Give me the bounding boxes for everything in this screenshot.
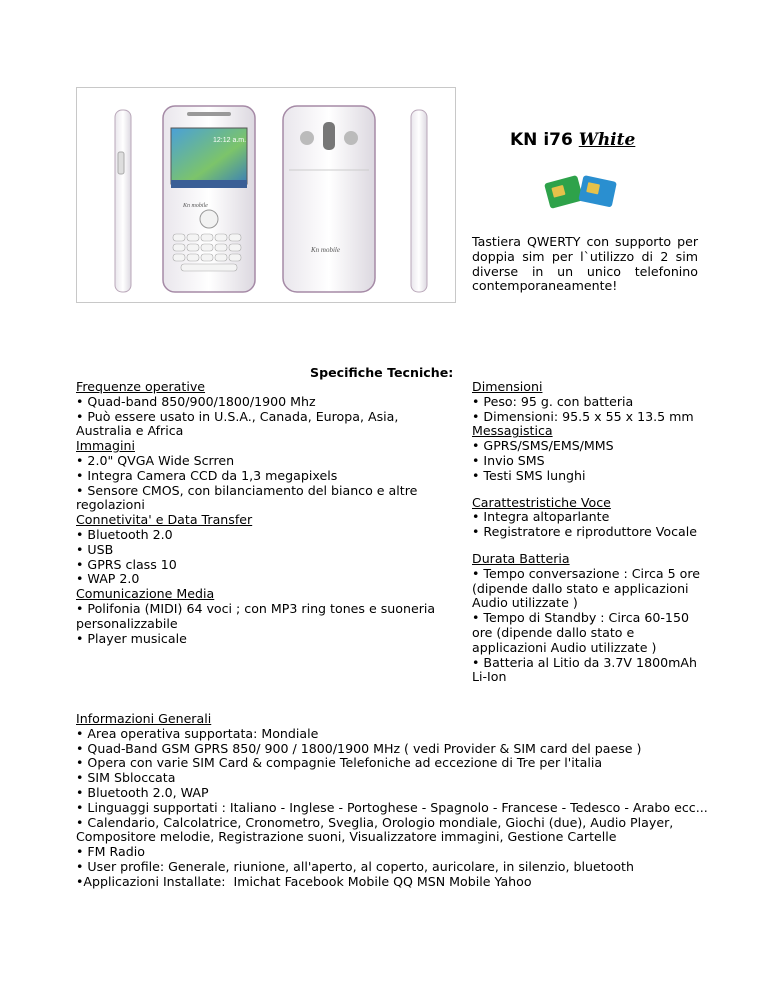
spec-item: • USB	[76, 541, 114, 557]
section-heading-voce: Carattestristiche Voce	[472, 494, 611, 510]
general-item: • Area operativa supportata: Mondiale	[76, 725, 319, 741]
spec-item: • Invio SMS	[472, 452, 545, 468]
general-item: •Applicazioni Installate: Imichat Facebook Mobile QQ MSN Mobile Yahoo	[76, 873, 532, 889]
general-item: • User profile: Generale, riunione, all'aperto, al coperto, auricolare, in silenzio, bluetooth	[76, 858, 634, 874]
phone-illustration	[77, 88, 455, 302]
spec-item: • WAP 2.0	[76, 571, 140, 587]
spec-item: • Dimensioni: 95.5 x 55 x 13.5 mm	[472, 408, 694, 424]
product-intro: Tastiera QWERTY con supporto per doppia sim per l`utilizzo di 2 sim diverse in un unico telefonino contemporaneamente!	[472, 234, 698, 294]
general-item: • Calendario, Calcolatrice, Cronometro, Sveglia, Orologio mondiale, Giochi (due), Audio Player, Compositore melodie, Registrazione suoni, Visualizzatore immagini, Gestione Cartelle	[76, 814, 690, 845]
section-heading-messagistica: Messagistica	[472, 423, 553, 439]
phone-screen-time: 12:12 a.m.	[213, 137, 247, 144]
spec-item: • Testi SMS lunghi	[472, 467, 586, 483]
phone-brand-label: Kn mobile	[183, 203, 208, 209]
spec-item: • Bluetooth 2.0	[76, 526, 173, 542]
specs-right-column	[472, 380, 702, 685]
general-item: • Linguaggi supportati : Italiano - Inglese - Portoghese - Spagnolo - Francese - Tedesco - Arabo ecc...	[76, 799, 708, 815]
general-info	[76, 712, 716, 890]
general-item: • Bluetooth 2.0, WAP	[76, 784, 209, 800]
phone-back-brand: Kn mobile	[311, 246, 340, 254]
general-item: • Opera con varie SIM Card & compagnie Telefoniche ad eccezione di Tre per l'italia	[76, 755, 603, 771]
spec-item: • Registratore e riproduttore Vocale	[472, 524, 698, 540]
section-heading-comunicazione: Comunicazione Media	[76, 586, 215, 602]
spec-item: • Integra Camera CCD da 1,3 megapixels	[76, 467, 338, 483]
spec-item: • Player musicale	[76, 630, 187, 646]
spec-item: • Può essere usato in U.S.A., Canada, Europa, Asia, Australia e Africa	[76, 408, 403, 439]
product-color: White	[578, 130, 636, 150]
spec-item: • Tempo di Standby : Circa 60-150 ore (dipende dallo stato e applicazioni Audio utilizzate )	[472, 610, 693, 655]
general-item: • SIM Sbloccata	[76, 770, 176, 786]
general-item: • FM Radio	[76, 844, 145, 860]
spec-item: • 2.0" QVGA Wide Scrren	[76, 452, 235, 468]
section-heading-frequenze: Frequenze operative	[76, 379, 206, 394]
spec-item: • Batteria al Litio da 3.7V 1800mAh Li-Ion	[472, 654, 701, 685]
specs-left-column	[76, 380, 456, 646]
section-heading-generali: Informazioni Generali	[76, 711, 212, 726]
spec-item: • Integra altoparlante	[472, 509, 610, 525]
spec-item: • Peso: 95 g. con batteria	[472, 393, 634, 409]
product-model: KN i76	[510, 130, 573, 150]
product-photo	[76, 87, 456, 303]
spec-item: • GPRS class 10	[76, 556, 177, 572]
section-heading-immagini: Immagini	[76, 438, 135, 454]
spec-item: • Sensore CMOS, con bilanciamento del bianco e altre regolazioni	[76, 482, 422, 513]
spec-item: • Tempo conversazione : Circa 5 ore (dipende dallo stato e applicazioni Audio utilizzate )	[472, 565, 704, 611]
section-heading-dimensioni: Dimensioni	[472, 379, 543, 394]
specs-heading: Specifiche Tecniche:	[310, 365, 454, 380]
section-heading-batteria: Durata Batteria	[472, 550, 570, 566]
spec-item: • Polifonia (MIDI) 64 voci ; con MP3 ring tones e suoneria personalizzabile	[76, 600, 440, 631]
product-title	[510, 130, 636, 150]
spec-item: • Quad-band 850/900/1800/1900 Mhz	[76, 393, 316, 409]
general-item: • Quad-Band GSM GPRS 850/ 900 / 1800/1900 MHz ( vedi Provider & SIM card del paese )	[76, 740, 642, 756]
spec-item: • GPRS/SMS/EMS/MMS	[472, 438, 614, 454]
dual-sim-icon	[540, 170, 622, 218]
section-heading-connettivita: Connetivita' e Data Transfer	[76, 512, 253, 528]
